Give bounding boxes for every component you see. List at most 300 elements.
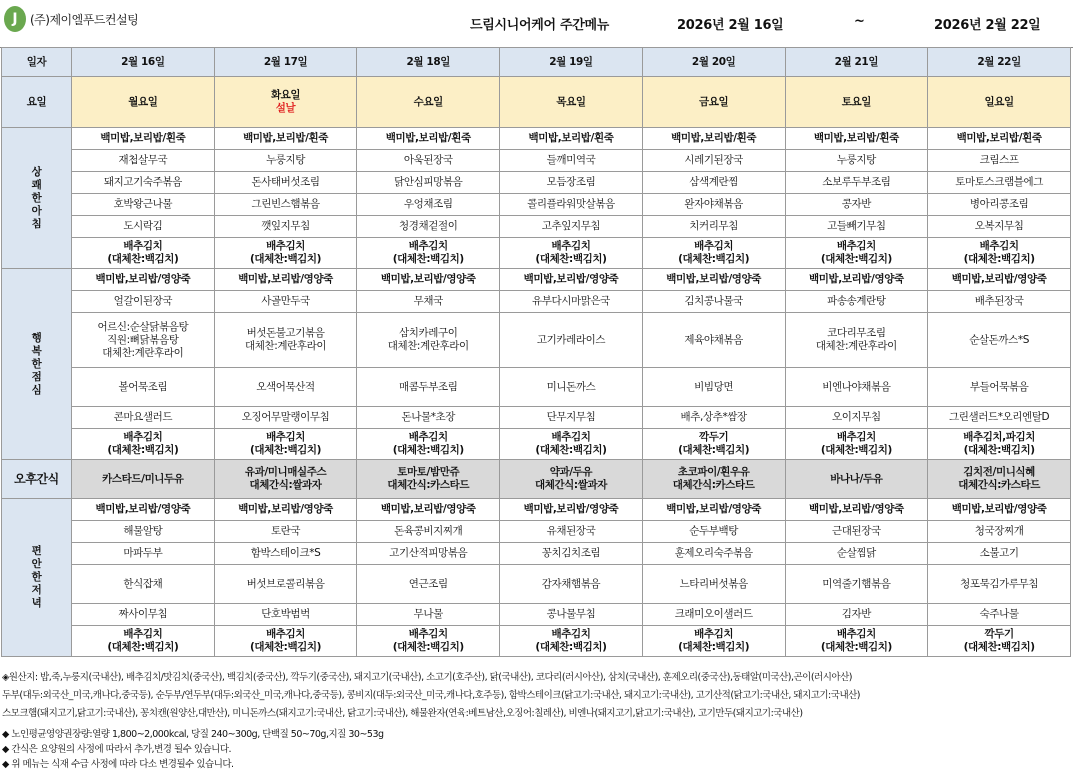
day-cell-line: 금요일: [699, 95, 729, 108]
lunch-dish: [642, 368, 785, 407]
start-date: 2026년 2월 16일: [677, 18, 784, 33]
breakfast-dish: [785, 194, 928, 216]
breakfast-dish-line: 완자야채볶음: [684, 198, 743, 210]
breakfast-dish-line: (대체찬:백김치): [678, 253, 750, 265]
lunch-label-line: 심: [31, 383, 42, 396]
lunch-dish-line: 볼어묵조림: [118, 380, 168, 393]
lunch-dish-line: 백미밥,보리밥/영양죽: [95, 273, 191, 285]
breakfast-dish: [214, 172, 357, 194]
breakfast-dish: [72, 150, 215, 172]
date-cell: [214, 48, 357, 77]
date-row: [2, 48, 1071, 77]
snack-label: [2, 460, 72, 499]
lunch-dish: [500, 313, 643, 368]
snack-item: [642, 460, 785, 499]
lunch-dish-line: 백미밥,보리밥/영양죽: [666, 273, 762, 285]
holiday-label: 설날: [275, 102, 296, 114]
dinner-dish-line: 한식잡채: [123, 577, 163, 590]
lunch-dish: [357, 429, 500, 460]
breakfast-dish: [642, 216, 785, 238]
date-cell-line: 2월 20일: [691, 55, 736, 68]
page-header: [0, 0, 1073, 48]
dinner-dish: [500, 499, 643, 521]
dinner-dish-line: 숙주나물: [979, 608, 1019, 620]
lunch-label-line: 행: [31, 331, 42, 344]
lunch-dish-line: 단무지무침: [546, 411, 596, 423]
dinner-dish-line: 돈육콩비지찌개: [394, 525, 463, 537]
day-label-line: 요일: [26, 95, 47, 108]
dinner-dish: [357, 626, 500, 657]
breakfast-dish: [785, 216, 928, 238]
breakfast-dish-line: 백미밥,보리밥/흰죽: [528, 132, 614, 144]
date-label-line: 일자: [26, 55, 47, 68]
dinner-dish: [214, 626, 357, 657]
breakfast-dish: [500, 194, 643, 216]
date-cell-line: 2월 18일: [406, 55, 450, 68]
breakfast-dish-line: 치커리무침: [689, 220, 739, 232]
dinner-dish: [500, 543, 643, 565]
dinner-row: [2, 521, 1071, 543]
breakfast-dish-line: (대체찬:백김치): [820, 253, 892, 265]
day-cell: [72, 77, 215, 128]
lunch-dish: [928, 407, 1071, 429]
lunch-dish: [214, 368, 357, 407]
breakfast-dish-line: 시레기된장국: [684, 154, 743, 166]
lunch-dish: [357, 313, 500, 368]
breakfast-dish-line: 돼지고기숙주볶음: [103, 176, 182, 188]
breakfast-dish: [357, 216, 500, 238]
dinner-dish: [72, 521, 215, 543]
dinner-dish-line: 배추김치: [408, 628, 448, 640]
dinner-label-line: 안: [31, 558, 42, 570]
snack-item-line: 유과/미니매실주스: [244, 466, 327, 478]
lunch-dish: [357, 269, 500, 291]
lunch-dish-line: 배추김치,파김치: [963, 431, 1035, 443]
dinner-dish: [72, 604, 215, 626]
breakfast-dish-line: 병아리콩조림: [969, 198, 1029, 210]
dinner-dish: [928, 521, 1071, 543]
snack-item-line: 초코파이/흰우유: [677, 466, 750, 478]
date-cell-line: 2월 16일: [121, 55, 165, 68]
breakfast-dish-line: (대체찬:백김치): [535, 253, 607, 265]
dinner-dish: [500, 521, 643, 543]
lunch-dish-line: 제육야채볶음: [684, 333, 743, 346]
dinner-dish: [357, 565, 500, 604]
breakfast-dish: [785, 150, 928, 172]
dinner-dish-line: 백미밥,보리밥/영양죽: [951, 503, 1047, 515]
lunch-dish-line: (대체찬:백김치): [107, 444, 179, 456]
breakfast-dish: [785, 128, 928, 150]
day-cell-line: 월요일: [128, 95, 158, 108]
dinner-dish: [72, 626, 215, 657]
breakfast-dish-line: 배추김치: [408, 240, 448, 252]
lunch-dish: [72, 429, 215, 460]
lunch-dish-line: 대체찬:계란후라이: [102, 346, 184, 359]
snack-item-line: 대체간식:쌀과자: [249, 479, 322, 491]
breakfast-dish: [500, 216, 643, 238]
dinner-label-line: 녁: [31, 597, 42, 609]
dinner-row: [2, 565, 1071, 604]
lunch-dish-line: 돈나물*초장: [401, 411, 456, 423]
dinner-dish: [214, 543, 357, 565]
dinner-row: [2, 604, 1071, 626]
lunch-dish-line: 사골만두국: [261, 295, 310, 307]
date-cell: [72, 48, 215, 77]
breakfast-dish-line: 우엉채조림: [403, 198, 453, 210]
snack-item-line: 카스타드/미니두유: [102, 472, 184, 485]
dinner-dish: [357, 499, 500, 521]
lunch-dish-line: 배추김치: [123, 431, 163, 443]
dinner-dish-line: 배추김치: [266, 628, 306, 640]
date-cell-line: 2월 17일: [263, 55, 308, 68]
dinner-row: [2, 499, 1071, 521]
lunch-label-line: 복: [31, 344, 42, 357]
breakfast-dish: [642, 128, 785, 150]
lunch-dish-line: 백미밥,보리밥/영양죽: [809, 273, 904, 285]
dinner-dish-line: 순두부백탕: [689, 525, 739, 537]
lunch-dish-line: 무채국: [413, 295, 443, 307]
dinner-dish-line: 근대된장국: [832, 525, 881, 537]
dinner-dish-line: (대체찬:백김치): [820, 641, 892, 653]
breakfast-dish: [72, 194, 215, 216]
breakfast-dish: [642, 172, 785, 194]
lunch-dish-line: 유부다시마맑은국: [531, 295, 610, 307]
breakfast-dish-line: 배추김치: [694, 240, 734, 252]
lunch-dish: [214, 407, 357, 429]
breakfast-dish: [214, 238, 357, 269]
date-cell: [642, 48, 785, 77]
breakfast-dish: [785, 172, 928, 194]
dinner-dish-line: 백미밥,보리밥/영양죽: [809, 503, 904, 515]
menu-title: 드림시니어케어 주간메뉴: [470, 18, 610, 33]
breakfast-dish-line: 닭안심피망볶음: [394, 176, 463, 188]
lunch-dish-line: 대체찬:계란후라이: [815, 340, 897, 352]
date-label: [2, 48, 72, 77]
lunch-dish-line: (대체찬:백김치): [963, 444, 1035, 456]
breakfast-dish-line: 배추김치: [551, 240, 591, 252]
lunch-label: [2, 269, 72, 460]
dinner-dish-line: 백미밥,보리밥/영양죽: [666, 503, 762, 515]
breakfast-dish: [72, 238, 215, 269]
lunch-dish-line: 백미밥,보리밥/영양죽: [238, 273, 333, 285]
breakfast-dish-line: 백미밥,보리밥/흰죽: [243, 132, 329, 144]
dinner-dish-line: 훈제오리숙주볶음: [674, 547, 753, 559]
dinner-dish-line: 소불고기: [979, 547, 1019, 559]
dinner-dish: [642, 499, 785, 521]
origin-line-3: 스모크햄(돼지고기,닭고기:국내산), 꽁치캔(원양산,대만산), 미니돈까스(돼지고기:국내산, 닭고기:국내산), 해물완자(연육:베트남산,오징어:칠레산), 비엔나(돼지고기,닭고기:국내산), 고기만두(돼지고기:국내산): [2, 708, 803, 719]
dinner-label-line: 한: [31, 571, 42, 583]
date-cell-line: 2월 21일: [834, 55, 879, 68]
dinner-dish-line: 크래미오이샐러드: [674, 608, 753, 620]
lunch-dish-line: 미니돈까스: [546, 380, 596, 393]
lunch-dish-line: 대체찬:계란후라이: [387, 340, 469, 352]
breakfast-dish: [357, 150, 500, 172]
dinner-dish: [928, 499, 1071, 521]
day-cell: [642, 77, 785, 128]
breakfast-row: [2, 172, 1071, 194]
lunch-dish: [500, 407, 643, 429]
lunch-dish-line: 대체찬:계란후라이: [245, 340, 327, 352]
lunch-dish-line: (대체찬:백김치): [250, 444, 322, 456]
breakfast-dish-line: 백미밥,보리밥/흰죽: [100, 132, 186, 144]
snack-item: [928, 460, 1071, 499]
snack-item-line: 바나나/두유: [830, 472, 883, 485]
lunch-dish-line: (대체찬:백김치): [392, 444, 464, 456]
lunch-dish: [785, 313, 928, 368]
weekly-menu-table: [1, 47, 1071, 657]
dinner-dish-line: 깍두기: [984, 628, 1014, 640]
lunch-dish-line: 배추김치: [408, 431, 448, 443]
dinner-dish-line: 연근조림: [408, 577, 448, 590]
dinner-dish-line: 청포묵김가루무침: [960, 577, 1039, 590]
breakfast-dish-line: (대체찬:백김치): [107, 253, 179, 265]
lunch-dish: [72, 291, 215, 313]
lunch-dish-line: 김치콩나물국: [684, 295, 743, 307]
breakfast-dish-line: 누룽지탕: [266, 154, 306, 166]
dinner-dish: [642, 543, 785, 565]
breakfast-dish: [72, 128, 215, 150]
lunch-dish: [642, 313, 785, 368]
dinner-dish: [214, 499, 357, 521]
day-cell-line: 화요일: [270, 89, 301, 101]
lunch-row: [2, 407, 1071, 429]
day-cell: [357, 77, 500, 128]
lunch-dish-line: 배추,상추*쌈장: [680, 411, 747, 423]
breakfast-dish-line: 토마토스크램블에그: [955, 176, 1043, 188]
dinner-dish-line: 배추김치: [836, 628, 876, 640]
lunch-dish: [357, 291, 500, 313]
dinner-dish-line: 배추김치: [551, 628, 591, 640]
day-cell-line: 수요일: [413, 95, 443, 108]
guidance-notes: [2, 727, 1070, 772]
day-cell-line: 토요일: [841, 95, 871, 108]
dinner-dish-line: (대체찬:백김치): [678, 641, 750, 653]
dinner-dish: [785, 499, 928, 521]
breakfast-dish: [72, 172, 215, 194]
lunch-dish: [72, 313, 215, 368]
lunch-dish-line: 비빔당면: [694, 380, 734, 393]
lunch-dish: [928, 313, 1071, 368]
breakfast-dish-line: 깻잎지무침: [261, 220, 310, 232]
lunch-dish-line: 코다리무조림: [827, 327, 886, 339]
dinner-row: [2, 626, 1071, 657]
dinner-dish: [928, 626, 1071, 657]
dinner-dish-line: 해물알탕: [123, 525, 163, 537]
breakfast-dish: [928, 238, 1071, 269]
breakfast-dish-line: 콩자반: [841, 198, 871, 210]
breakfast-dish: [928, 216, 1071, 238]
dinner-dish: [785, 543, 928, 565]
dinner-dish-line: 버섯브로콜리볶음: [246, 577, 325, 590]
breakfast-dish: [214, 150, 357, 172]
lunch-dish: [928, 269, 1071, 291]
breakfast-dish: [214, 128, 357, 150]
lunch-dish-line: 오이지무침: [832, 411, 881, 423]
lunch-dish-line: 버섯돈불고기볶음: [246, 327, 325, 339]
breakfast-dish: [642, 238, 785, 269]
lunch-dish-line: 그린샐러드*오리엔탈D: [948, 411, 1050, 423]
breakfast-dish-line: 백미밥,보리밥/흰죽: [956, 132, 1042, 144]
breakfast-dish-line: 아욱된장국: [403, 154, 453, 166]
breakfast-dish: [928, 150, 1071, 172]
dinner-dish-line: 감자채햄볶음: [541, 577, 601, 590]
breakfast-dish-line: (대체찬:백김치): [250, 253, 322, 265]
lunch-label-line: 점: [31, 370, 42, 383]
breakfast-dish-line: 백미밥,보리밥/흰죽: [385, 132, 471, 144]
dinner-dish-line: 느타리버섯볶음: [679, 577, 748, 590]
breakfast-label-line: 상: [31, 165, 42, 178]
day-row: [2, 77, 1071, 128]
dinner-label-line: 편: [31, 545, 42, 557]
company-logo: [4, 6, 138, 32]
breakfast-dish-line: 호박왕근나물: [113, 198, 173, 210]
lunch-dish: [928, 429, 1071, 460]
dinner-dish: [785, 626, 928, 657]
breakfast-dish-line: 배추김치: [979, 240, 1019, 252]
breakfast-dish: [357, 238, 500, 269]
breakfast-dish-line: 돈사태버섯조림: [251, 176, 320, 188]
breakfast-dish: [214, 194, 357, 216]
snack-item-line: 대체간식:카스타드: [672, 479, 755, 491]
breakfast-dish-line: 소보루두부조림: [822, 176, 891, 188]
dinner-dish: [642, 521, 785, 543]
lunch-dish: [72, 269, 215, 291]
breakfast-dish-line: 백미밥,보리밥/흰죽: [671, 132, 757, 144]
lunch-dish: [72, 407, 215, 429]
breakfast-dish-line: 고들빼기무침: [827, 220, 886, 232]
snack-label-line: 오후간식: [14, 471, 59, 486]
lunch-dish-line: 오징어무말랭이무침: [241, 411, 330, 423]
breakfast-dish-line: 배추김치: [266, 240, 306, 252]
breakfast-dish: [642, 150, 785, 172]
lunch-dish-line: 고기카레라이스: [536, 333, 606, 346]
breakfast-dish-line: 오복지무침: [974, 220, 1024, 232]
day-cell: [785, 77, 928, 128]
snack-item: [214, 460, 357, 499]
breakfast-dish-line: 모듬장조림: [546, 176, 596, 188]
origin-line-1: ◈원산지: 밥,죽,누룽지(국내산), 배추김치/맛김치(중국산), 백김치(중국산), 깍두기(중국산), 돼지고기(국내산), 소고기(호주산), 닭(국내산), 코다리(러시아산), 삼치(국내산), 훈제오리(중국산),동태알(미국산),곤이(러시아산): [2, 672, 852, 683]
lunch-dish-line: 파송송계란탕: [827, 295, 886, 307]
snack-item-line: 약과/두유: [549, 466, 593, 478]
lunch-dish: [785, 368, 928, 407]
dinner-dish-line: (대체찬:백김치): [392, 641, 464, 653]
snack-item-line: 대체간식:쌀과자: [534, 479, 607, 491]
snack-item: [357, 460, 500, 499]
breakfast-dish-line: 배추김치: [123, 240, 163, 252]
day-cell-line: 일요일: [984, 95, 1014, 108]
lunch-dish: [214, 291, 357, 313]
breakfast-label-line: 쾌: [31, 178, 42, 191]
lunch-dish: [214, 313, 357, 368]
lunch-dish-line: 백미밥,보리밥/영양죽: [951, 273, 1047, 285]
lunch-dish-line: 순살돈까스*S: [969, 333, 1030, 346]
dinner-dish-line: 유채된장국: [546, 525, 596, 537]
date-cell: [785, 48, 928, 77]
breakfast-dish-line: 삼색계란찜: [689, 176, 739, 188]
breakfast-row: [2, 150, 1071, 172]
lunch-dish-line: 백미밥,보리밥/영양죽: [380, 273, 476, 285]
dinner-label-line: 저: [31, 584, 42, 596]
breakfast-dish: [500, 128, 643, 150]
breakfast-dish: [214, 216, 357, 238]
breakfast-dish-line: 들깨미역국: [546, 154, 596, 166]
dinner-dish-line: 마파두부: [123, 547, 163, 559]
breakfast-dish-line: 재첩살무국: [118, 154, 168, 166]
lunch-dish: [500, 368, 643, 407]
dinner-dish: [72, 565, 215, 604]
dinner-dish-line: 백미밥,보리밥/영양죽: [95, 503, 191, 515]
logo-mark-icon: J: [4, 6, 26, 32]
lunch-dish: [214, 269, 357, 291]
lunch-dish-line: (대체찬:백김치): [535, 444, 607, 456]
dinner-dish-line: 배추김치: [123, 628, 163, 640]
breakfast-dish-line: (대체찬:백김치): [392, 253, 464, 265]
date-cell: [928, 48, 1071, 77]
lunch-dish-line: 삼치카레구이: [399, 327, 458, 339]
dinner-dish-line: (대체찬:백김치): [250, 641, 322, 653]
day-cell-line: 목요일: [556, 95, 586, 108]
dinner-dish-line: 단호박범벅: [261, 608, 310, 620]
snack-item-line: 토마토/밤만쥬: [397, 466, 460, 478]
lunch-dish-line: 비엔나야채볶음: [822, 380, 891, 393]
dinner-dish: [928, 565, 1071, 604]
day-label: [2, 77, 72, 128]
dinner-dish-line: 토란국: [270, 525, 301, 537]
lunch-label-line: 한: [31, 357, 42, 370]
dinner-dish-line: 꽁치김치조림: [541, 547, 601, 559]
snack-item: [72, 460, 215, 499]
breakfast-row: [2, 194, 1071, 216]
breakfast-label-line: 아: [31, 204, 42, 217]
dinner-dish: [642, 604, 785, 626]
dinner-dish: [214, 521, 357, 543]
dinner-dish: [72, 499, 215, 521]
dinner-dish: [357, 604, 500, 626]
breakfast-row: [2, 216, 1071, 238]
breakfast-dish-line: 도시락김: [123, 220, 163, 232]
snack-item: [785, 460, 928, 499]
date-cell: [357, 48, 500, 77]
lunch-dish: [642, 429, 785, 460]
breakfast-dish-line: 청경채겉절이: [399, 220, 458, 232]
dinner-dish: [500, 626, 643, 657]
breakfast-dish: [72, 216, 215, 238]
notes-section: [2, 669, 1070, 772]
breakfast-dish-line: 백미밥,보리밥/흰죽: [813, 132, 899, 144]
lunch-dish: [500, 429, 643, 460]
dinner-dish-line: 백미밥,보리밥/영양죽: [238, 503, 333, 515]
snack-item-line: 김치전/미니식혜: [963, 466, 1035, 478]
date-cell: [500, 48, 643, 77]
lunch-dish: [642, 407, 785, 429]
lunch-dish-line: 얼갈이된장국: [113, 295, 173, 307]
dinner-dish-line: 무나물: [413, 608, 443, 620]
dinner-dish: [642, 565, 785, 604]
breakfast-row: [2, 238, 1071, 269]
dinner-dish: [500, 604, 643, 626]
dinner-dish-line: 함박스테이크*S: [250, 547, 321, 559]
lunch-row: [2, 429, 1071, 460]
breakfast-dish: [928, 128, 1071, 150]
lunch-dish: [785, 291, 928, 313]
lunch-dish-line: 어르신:순살닭볶음탕: [97, 320, 189, 333]
dinner-dish-line: 짜사이무침: [118, 608, 168, 620]
dinner-dish-line: 순살찜닭: [836, 547, 876, 559]
lunch-row: [2, 291, 1071, 313]
lunch-row: [2, 368, 1071, 407]
date-range-tilde: ~: [854, 14, 865, 29]
lunch-dish: [500, 269, 643, 291]
